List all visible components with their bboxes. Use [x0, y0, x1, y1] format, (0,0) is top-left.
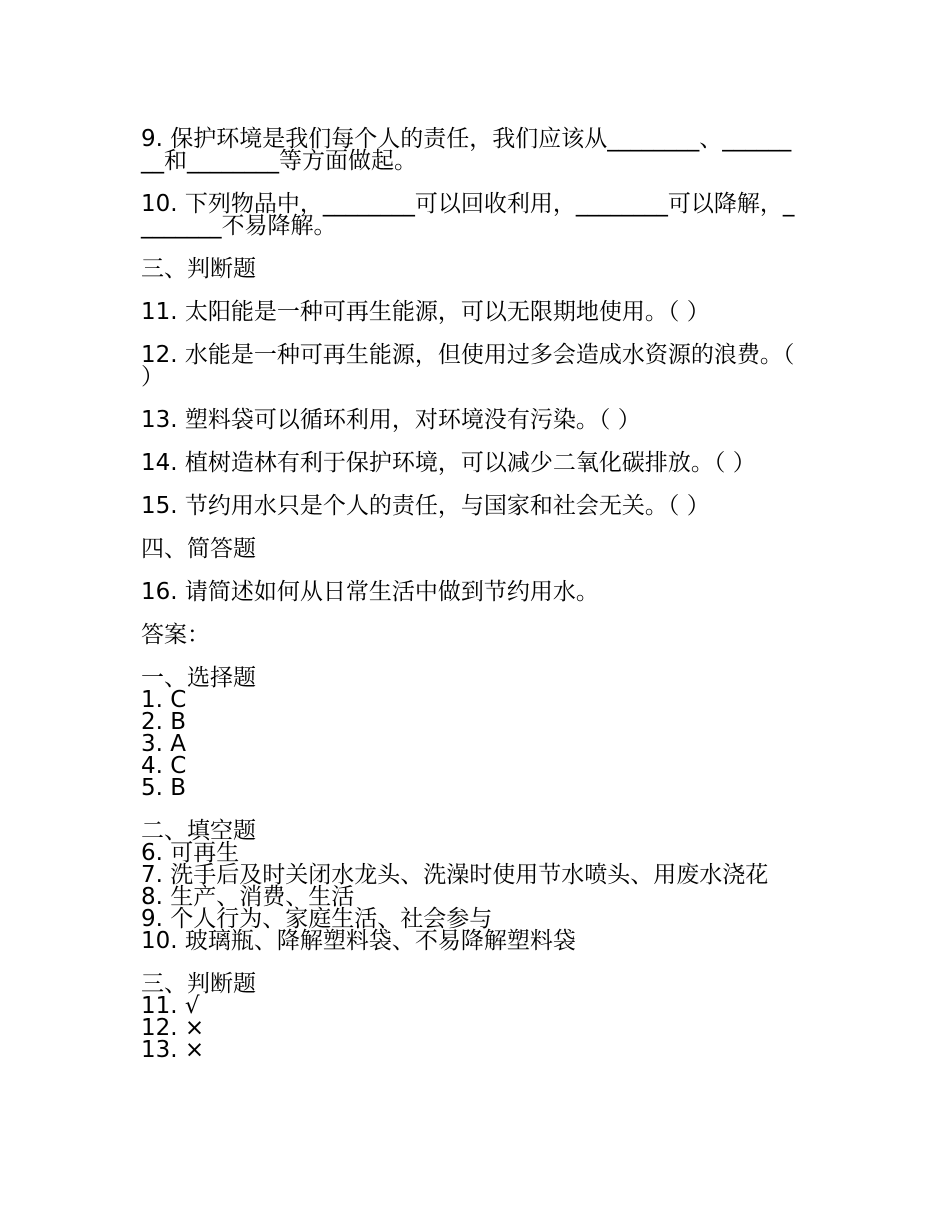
answer-item: 8. 生产、消费、生活	[141, 884, 355, 910]
answer-item: 13. ×	[141, 1037, 205, 1063]
answer-item: 6. 可再生	[141, 840, 240, 866]
section-heading-judgement: 三、判断题	[141, 256, 256, 282]
document-page	[141, 128, 801, 1082]
answers-judge-block	[141, 973, 801, 1061]
answer-item: 4. C	[141, 753, 187, 779]
question-11: 11. 太阳能是一种可再生能源，可以无限期地使用。（ ）	[141, 299, 710, 325]
answer-item: 11. √	[141, 993, 200, 1019]
question-10: 10. 下列物品中，________可以回收利用，________可以降解，________不易降解。	[141, 191, 795, 239]
answers-fill-block	[141, 820, 801, 952]
answer-item: 3. A	[141, 731, 186, 757]
question-15: 15. 节约用水只是个人的责任，与国家和社会无关。（ ）	[141, 493, 710, 519]
answers-judge-heading: 三、判断题	[141, 971, 256, 997]
answers-title: 答案：	[141, 622, 210, 648]
answers-fill-heading: 二、填空题	[141, 818, 256, 844]
answer-item: 1. C	[141, 687, 187, 713]
answers-choice-block	[141, 667, 801, 799]
answer-item: 12. ×	[141, 1015, 205, 1041]
question-16: 16. 请简述如何从日常生活中做到节约用水。	[141, 579, 599, 605]
answer-item: 7. 洗手后及时关闭水龙头、洗澡时使用节水喷头、用废水浇花	[141, 862, 769, 888]
question-14: 14. 植树造林有利于保护环境，可以减少二氧化碳排放。（ ）	[141, 450, 756, 476]
question-13: 13. 塑料袋可以循环利用，对环境没有污染。（ ）	[141, 407, 641, 433]
answers-choice-heading: 一、选择题	[141, 665, 256, 691]
question-9: 9. 保护环境是我们每个人的责任，我们应该从________、________和________等方面做起。	[141, 126, 792, 174]
section-heading-short-answer: 四、简答题	[141, 536, 256, 562]
answer-item: 9. 个人行为、家庭生活、社会参与	[141, 906, 493, 932]
answer-item: 5. B	[141, 775, 187, 801]
question-12: 12. 水能是一种可再生能源，但使用过多会造成水资源的浪费。（ ）	[141, 342, 802, 390]
answer-item: 2. B	[141, 709, 187, 735]
answer-item: 10. 玻璃瓶、降解塑料袋、不易降解塑料袋	[141, 928, 576, 954]
